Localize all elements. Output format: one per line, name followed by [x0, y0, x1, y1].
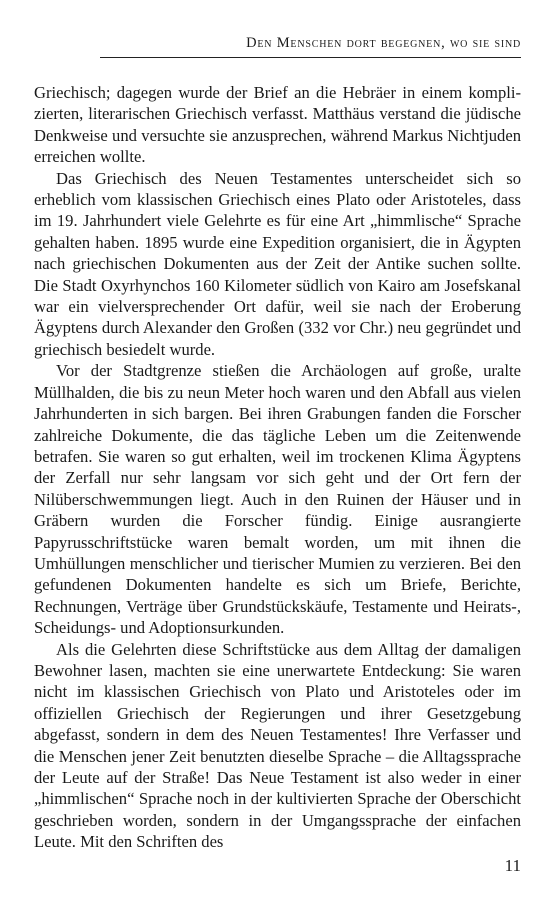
paragraph-3: Vor der Stadtgrenze stießen die Archäologen auf große, uralte Müllhalden, die bis zu neun Meter hoch waren und den Abfall aus vielen Jahrhunderten in sich bargen. Bei ihren Grabungen fanden die Forscher zahlreiche Dokumente, die das tägliche Leben um die Zeitenwende betrafen. Sie waren so gut erhalten, weil im trockenen Klima Ägyptens der Zerfall nur sehr langsam vor sich geht und der Ort fern der Nilüberschwemmungen liegt. Auch in den Ruinen der Häuser und in Gräbern wurden die Forscher fündig. Einige ausrangierte Papyrusschriftstücke waren bemalt worden, um mit ihnen die Umhüllungen menschlicher und tierischer Mumien zu verzieren. Bei den gefundenen Dokumenten handelte es sich um Briefe, Berichte, Rechnungen, Verträge über Grundstückskäufe, Testamente und Heirats-, Scheidungs- und Adoptionsurkunden.	[34, 361, 521, 638]
paragraph-2: Das Griechisch des Neuen Testamentes unterscheidet sich so erheblich vom klassischen Griechisch eines Plato oder Aristoteles, dass im 19. Jahrhundert viele Gelehrte es für eine Art „himmlische“ Sprache gehalten haben. 1895 wurde eine Expedition organisiert, die in Ägypten nach griechischen Dokumenten aus der Zeit der Antike suchen sollte. Die Stadt Oxyrhynchos 160 Kilometer südlich von Kairo am Josefskanal war ein vielversprechender Ort dafür, weil sie nach der Eroberung Ägyptens durch Alexander den Großen (332 vor Chr.) neu gegründet und griechisch besiedelt wurde.	[34, 168, 521, 359]
running-head: Den Menschen dort begegnen, wo sie sind	[246, 35, 521, 51]
body-text	[34, 82, 521, 853]
header-rule	[100, 57, 521, 58]
paragraph-4: Als die Gelehrten diese Schriftstücke aus dem Alltag der damaligen Bewohner lasen, machten sie eine unerwartete Entdeckung: Sie waren nicht im klassischen Griechisch von Plato und Aristoteles oder im offiziellen Griechisch der Regierungen und ihrer Gesetzgebung abgefasst, sondern in dem des Neuen Testamentes! Ihre Verfasser und die Menschen jener Zeit benutzten dieselbe Sprache – die Alltagssprache der Leute auf der Straße! Das Neue Testament ist also weder in einer „himmlischen“ Sprache noch in der kultivierten Sprache der Oberschicht geschrieben worden, sondern in der Umgangssprache der einfachen Leute. Mit den Schriften des	[34, 639, 521, 852]
page-number: 11	[504, 856, 521, 875]
paragraph-1: Griechisch; dagegen wurde der Brief an die Hebräer in einem komplizierten, literarischen Griechisch verfasst. Matthäus verstand die jüdische Denkweise und versuchte sie anzusprechen, während Markus Nichtjuden erreichen wollte.	[34, 83, 521, 167]
